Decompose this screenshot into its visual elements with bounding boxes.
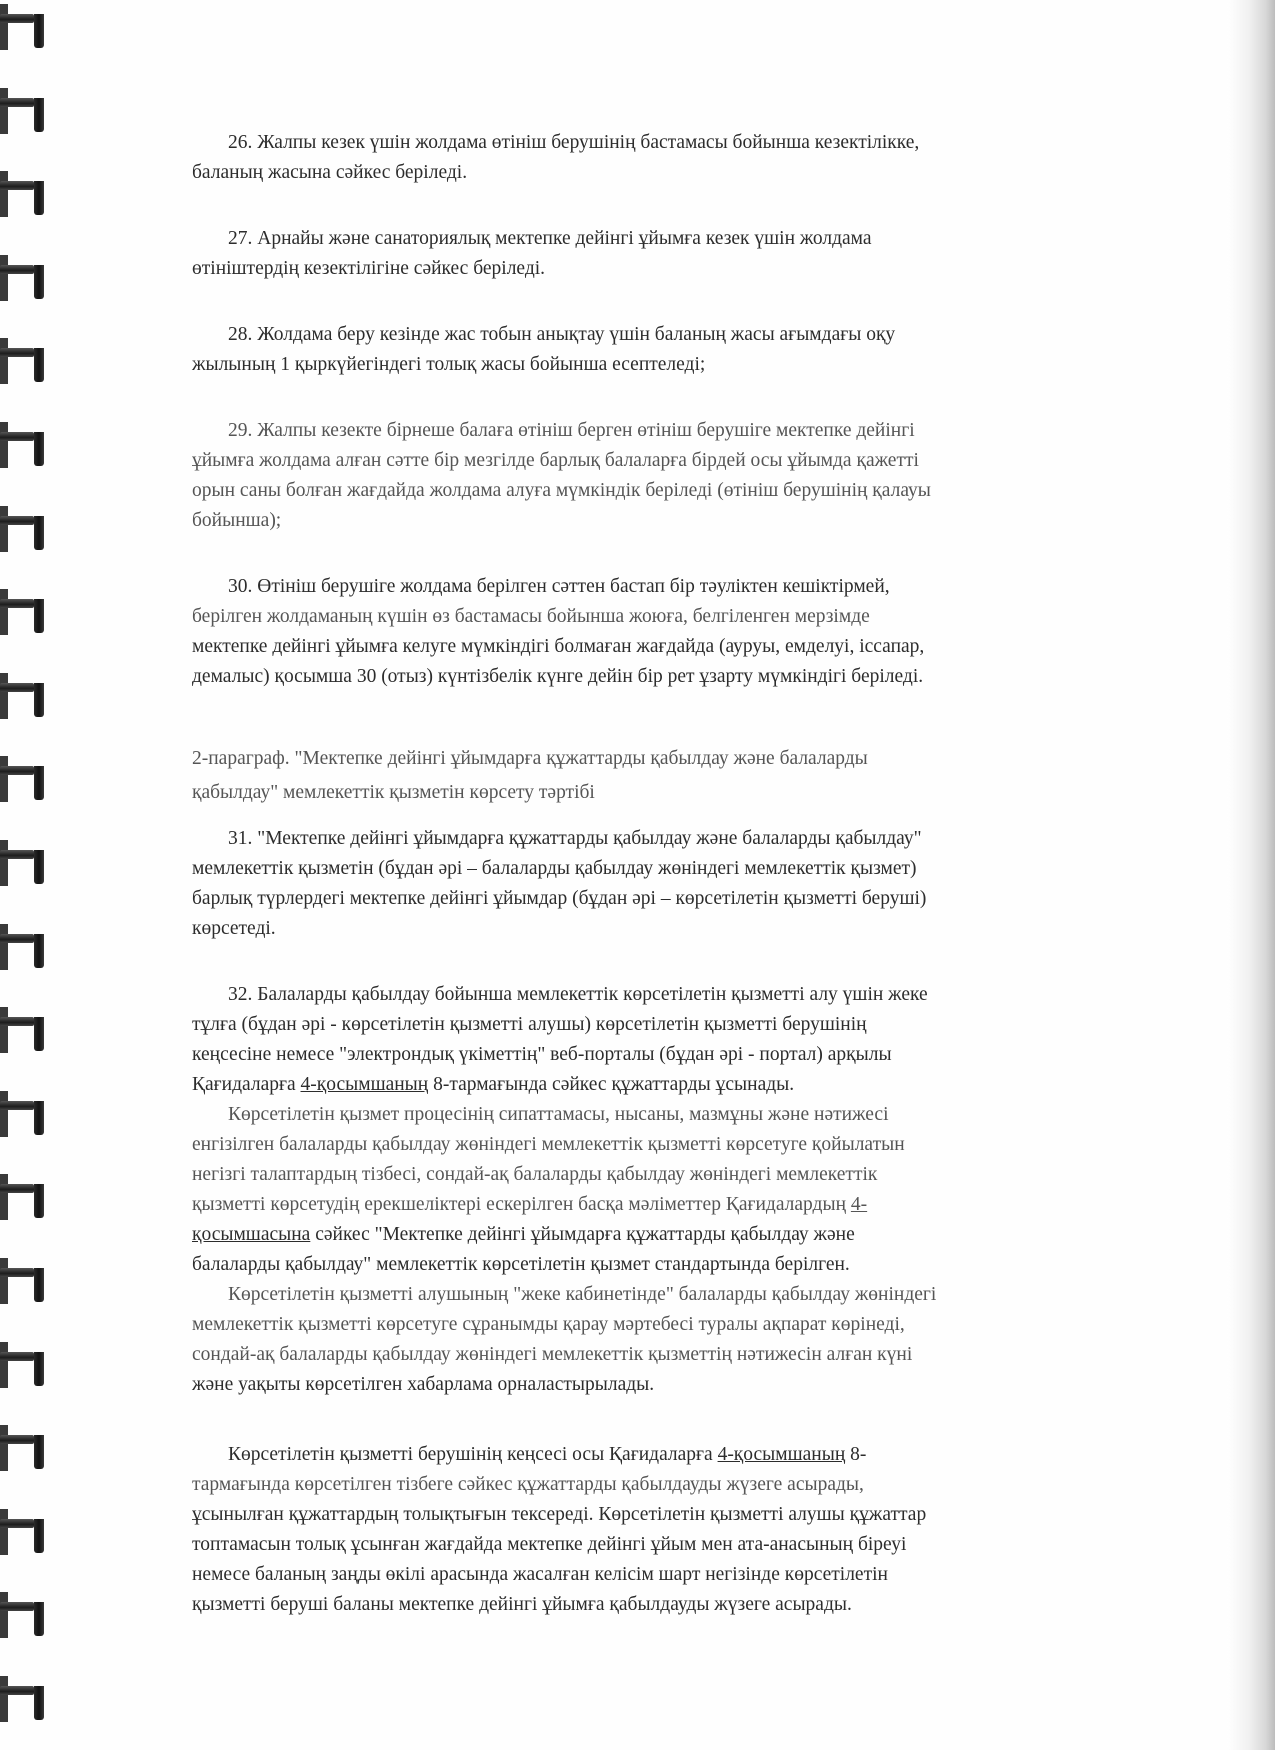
text-line: мемлекеттік қызметті көрсетуге сұранымды қарау мәртебесі туралы ақпарат көрінеді, (192, 1314, 905, 1335)
binding-ring (0, 1258, 54, 1304)
text-line: топтамасын толық ұсынған жағдайда мектепке дейінгі ұйым мен ата-анасының біреуі (192, 1534, 907, 1555)
binding-ring (0, 506, 54, 552)
section-heading (192, 742, 868, 810)
text-line: барлық түрлердегі мектепке дейінгі ұйымдар (бұдан әрі – көрсетілетін қызметті беруші) (192, 888, 927, 909)
appendix-4-link[interactable]: қосымшасына (192, 1224, 311, 1245)
text-line (192, 1220, 936, 1250)
text-line: енгізілген балаларды қабылдау жөніндегі мемлекеттік қызметті көрсетуге қойылатын (192, 1134, 905, 1155)
text-line: жылының 1 қыркүйегіндегі толық жасы бойынша есептеледі; (192, 354, 706, 375)
text-line: 29. Жалпы кезекте бірнеше балаға өтініш берген өтініш берушіге мектепке дейінгі (228, 420, 915, 441)
text-line: ұйымға жолдама алған сәтте бір мезгілде барлық балаларға бірдей осы ұйымда қажетті (192, 450, 919, 471)
text-line: бойынша); (192, 510, 282, 531)
paragraph-31 (192, 824, 926, 944)
text-line: 27. Арнайы және санаториялық мектепке дейінгі ұйымға кезек үшін жолдама (228, 228, 872, 249)
binding-ring (0, 1091, 54, 1137)
binding-ring (0, 1342, 54, 1388)
binding-ring (0, 171, 54, 217)
text-line: ұсынылған құжаттардың толықтығын тексереді. Көрсетілетін қызметті алушы құжаттар (192, 1504, 927, 1525)
text-line: 26. Жалпы кезек үшін жолдама өтініш берушінің бастамасы бойынша кезектілікке, (228, 132, 920, 153)
text-line: балаларды қабылдау" мемлекеттік көрсетілетін қызмет стандартында берілген. (192, 1254, 850, 1275)
paragraph-29 (192, 416, 931, 536)
text-line: 32. Балаларды қабылдау бойынша мемлекеттік көрсетілетін қызметті алу үшін жеке (228, 984, 928, 1005)
text-line: мектепке дейінгі ұйымға келуге мүмкіндігі болмаған жағдайда (ауруы, емделуі, іссапар, (192, 636, 925, 657)
text-line: 31. "Мектепке дейінгі ұйымдарға құжаттарды қабылдау және балаларды қабылдау" (228, 828, 922, 849)
text-line: қызметті беруші баланы мектепке дейінгі ұйымға қабылдауды жүзеге асырады. (192, 1594, 852, 1615)
text-line: тұлға (бұдан әрі - көрсетілетін қызметті алушы) көрсетілетін қызметті берушінің (192, 1014, 867, 1035)
page-edge-shadow (1227, 0, 1275, 1750)
binding-ring (0, 924, 54, 970)
text-line (192, 1070, 936, 1100)
text-line: негізгі талаптардың тізбесі, сондай-ақ балаларды қабылдау жөніндегі мемлекеттік (192, 1164, 878, 1185)
binding-ring (0, 255, 54, 301)
text-segment: Қағидаларға (192, 1074, 301, 1095)
text-line (192, 1190, 936, 1220)
appendix-4-link[interactable]: 4-қосымшаның (300, 1074, 429, 1095)
text-line: 28. Жолдама беру кезінде жас тобын анықтау үшін баланың жасы ағымдағы оқу (228, 324, 896, 345)
text-line: орын саны болған жағдайда жолдама алуға мүмкіндік беріледі (өтініш берушінің қалауы (192, 480, 931, 501)
spiral-binding (0, 0, 62, 1750)
appendix-4-link[interactable]: 4- (850, 1194, 868, 1215)
text-line: немесе баланың заңды өкілі арасында жасалған келісім шарт негізінде көрсетілетін (192, 1564, 888, 1585)
text-segment: Көрсетілетін қызметті берушінің кеңсесі осы Қағидаларға (228, 1444, 718, 1465)
binding-ring (0, 1174, 54, 1220)
text-line: Көрсетілетін қызметті алушының "жеке кабинетінде" балаларды қабылдау жөніндегі (228, 1284, 937, 1305)
paragraph-32 (192, 980, 936, 1400)
text-segment: 8- (845, 1444, 867, 1465)
paragraph-30 (192, 572, 924, 692)
heading-line: қабылдау" мемлекеттік қызметін көрсету тәртібі (192, 782, 595, 803)
paragraph-26 (192, 128, 919, 188)
text-line (192, 1440, 926, 1470)
binding-ring (0, 589, 54, 635)
binding-ring (0, 673, 54, 719)
text-line: Көрсетілетін қызмет процесінің сипаттамасы, нысаны, мазмұны және нәтижесі (228, 1104, 889, 1125)
text-line: көрсетеді. (192, 918, 276, 939)
binding-ring (0, 1592, 54, 1638)
appendix-4-link[interactable]: 4-қосымшаның (717, 1444, 846, 1465)
binding-ring (0, 422, 54, 468)
binding-ring (0, 4, 54, 50)
text-line: демалыс) қосымша 30 (отыз) күнтізбелік күнге дейін бір рет ұзарту мүмкіндігі беріледі. (192, 666, 924, 687)
binding-ring (0, 338, 54, 384)
text-line: сондай-ақ балаларды қабылдау жөніндегі мемлекеттік қызметтің нәтижесін алған күні (192, 1344, 913, 1365)
text-segment: қызметті көрсетудің ерекшеліктері ескерілген басқа мәліметтер Қағидалардың (192, 1194, 851, 1215)
paragraph-28 (192, 320, 895, 380)
binding-ring (0, 1676, 54, 1722)
text-line: өтініштердің кезектілігіне сәйкес беріледі. (192, 258, 546, 279)
binding-ring (0, 756, 54, 802)
heading-line: 2-параграф. "Мектепке дейінгі ұйымдарға құжаттарды қабылдау және балаларды (192, 748, 868, 769)
paragraph-27 (192, 224, 872, 284)
binding-ring (0, 88, 54, 134)
binding-ring (0, 1007, 54, 1053)
text-segment: сәйкес "Мектепке дейінгі ұйымдарға құжаттарды қабылдау және (310, 1224, 855, 1245)
text-line: 30. Өтініш берушіге жолдама берілген сәттен бастап бір тәуліктен кешіктірмей, (228, 576, 890, 597)
paragraph-office (192, 1440, 926, 1620)
text-segment: 8-тармағында сәйкес құжаттарды ұсынады. (428, 1074, 795, 1095)
text-line: кеңсесіне немесе "электрондық үкіметтің" веб-порталы (бұдан әрі - портал) арқылы (192, 1044, 892, 1065)
binding-ring (0, 1509, 54, 1555)
binding-ring (0, 1425, 54, 1471)
text-line: тармағында көрсетілген тізбеге сәйкес құжаттарды қабылдауды жүзеге асырады, (192, 1474, 864, 1495)
text-line: баланың жасына сәйкес беріледі. (192, 162, 468, 183)
text-line: мемлекеттік қызметін (бұдан әрі – балаларды қабылдау жөніндегі мемлекеттік қызмет) (192, 858, 917, 879)
binding-ring (0, 840, 54, 886)
text-line: берілген жолдаманың күшін өз бастамасы бойынша жоюға, белгіленген мерзімде (192, 606, 870, 627)
text-line: және уақыты көрсетілген хабарлама орналастырылады. (192, 1374, 655, 1395)
